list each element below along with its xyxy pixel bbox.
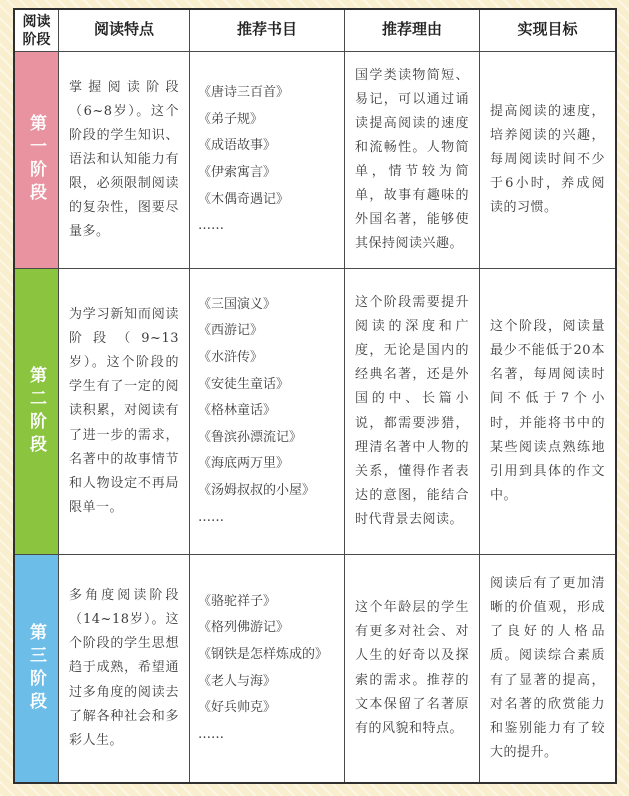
book-title: 《海底两万里》 xyxy=(198,456,290,472)
row1-reason-cell xyxy=(345,52,480,269)
row2-goal-cell xyxy=(480,269,615,555)
row1-features-text: 掌握阅读阶段（6~8岁）。这个阶段的学生知识、语法和认知能力有限，必须限制阅读的复杂性，图要尽量多。 xyxy=(69,79,179,240)
book-title: 《水浒传》 xyxy=(198,349,264,365)
book-title: 《安徒生童话》 xyxy=(198,376,290,392)
book-title: 《汤姆叔叔的小屋》 xyxy=(198,483,316,499)
header-goal xyxy=(480,10,615,52)
row3-books-list xyxy=(198,589,340,749)
row3-features-text: 多角度阅读阶段（14~18岁）。这个阶段的学生思想趋于成熟，希望通过多角度的阅读去了解各种社会和多彩人生。 xyxy=(69,588,179,748)
row3-books-cell xyxy=(190,555,345,782)
book-title: …… xyxy=(198,218,224,234)
header-recommended-books xyxy=(190,10,345,52)
header-reading-stage-label: 阅读阶段 xyxy=(22,13,51,47)
row2-reason-text: 这个阶段需要提升阅读的深度和广度，无论是国内的经典名著，还是外国的中、长篇小说，都需要涉猎，理清名著中人物的关系，懂得作者表达的意图，能结合时代背景去阅读。 xyxy=(355,295,469,527)
reading-stages-table xyxy=(13,8,617,784)
book-title: 《好兵帅克》 xyxy=(198,700,277,716)
book-title: 《骆驼祥子》 xyxy=(198,593,277,609)
row2-goal-text: 这个阶段，阅读量最少不能低于20本名著，每周阅读时间不低于7个小时，并能将书中的某些阅读点熟练地引用到具体的作文中。 xyxy=(490,319,605,503)
book-title: 《老人与海》 xyxy=(198,673,277,689)
row1-books-list xyxy=(198,80,340,240)
row1-features-cell xyxy=(59,52,190,269)
book-title: 《格列佛游记》 xyxy=(198,620,290,636)
book-title: 《钢铁是怎样炼成的》 xyxy=(198,646,329,662)
book-title: 《木偶奇遇记》 xyxy=(198,191,290,207)
row1-stage-label: 第一阶段 xyxy=(27,114,46,206)
book-title: 《格林童话》 xyxy=(198,403,277,419)
header-recommended-books-label: 推荐书目 xyxy=(236,21,297,39)
row2-books-list xyxy=(198,292,340,532)
book-title: …… xyxy=(198,726,224,742)
row1-reason-text: 国学类读物简短、易记，可以通过诵读提高阅读的速度和流畅性。人物简单，情节较为简单，故事有趣味的外国名著，能够使其保持阅读兴趣。 xyxy=(355,67,469,252)
row2-features-cell xyxy=(59,269,190,555)
header-reading-features xyxy=(59,10,190,52)
row2-books-cell xyxy=(190,269,345,555)
header-reading-stage xyxy=(15,10,59,52)
row3-stage-label: 第三阶段 xyxy=(27,622,46,715)
book-title: 《弟子规》 xyxy=(198,111,264,127)
row3-goal-cell xyxy=(480,555,615,782)
row3-stage-cell xyxy=(15,555,59,782)
row2-reason-cell xyxy=(345,269,480,555)
row2-stage-cell xyxy=(15,269,59,555)
book-title: 《鲁滨孙漂流记》 xyxy=(198,429,303,445)
header-goal-label: 实现目标 xyxy=(517,21,578,39)
row2-features-text: 为学习新知而阅读阶段（9~13岁）。这个阶段的学生有了一定的阅读积累，对阅读有了进一步的需求，名著中的故事情节和人物设定不再局限单一。 xyxy=(69,307,179,515)
book-title: 《伊索寓言》 xyxy=(198,165,277,180)
row3-goal-text: 阅读后有了更加清晰的价值观，形成了良好的人格品质。阅读综合素质有了显著的提高，对名著的欣赏能力和鉴别能力有了较大的提升。 xyxy=(490,576,605,760)
header-recommendation-reason-label: 推荐理由 xyxy=(381,21,442,39)
row1-books-cell xyxy=(190,52,345,269)
row1-goal-text: 提高阅读的速度，培养阅读的兴趣，每周阅读时间不少于6小时，养成阅读的习惯。 xyxy=(490,103,605,216)
book-title: 《西游记》 xyxy=(198,323,264,339)
row2-stage-label: 第二阶段 xyxy=(27,365,46,458)
book-title: 《成语故事》 xyxy=(198,138,277,154)
row1-stage-cell xyxy=(15,52,59,269)
row3-reason-cell xyxy=(345,555,480,782)
row3-features-cell xyxy=(59,555,190,782)
book-title: 《三国演义》 xyxy=(198,296,277,312)
header-reading-features-label: 阅读特点 xyxy=(93,21,154,39)
header-recommendation-reason xyxy=(345,10,480,52)
row1-goal-cell xyxy=(480,52,615,269)
row3-reason-text: 这个年龄层的学生有更多对社会、对人生的好奇以及探索的需求。推荐的文本保留了名著原有的风貌和特点。 xyxy=(355,600,469,736)
book-title: …… xyxy=(198,509,224,525)
book-title: 《唐诗三百首》 xyxy=(198,85,290,101)
